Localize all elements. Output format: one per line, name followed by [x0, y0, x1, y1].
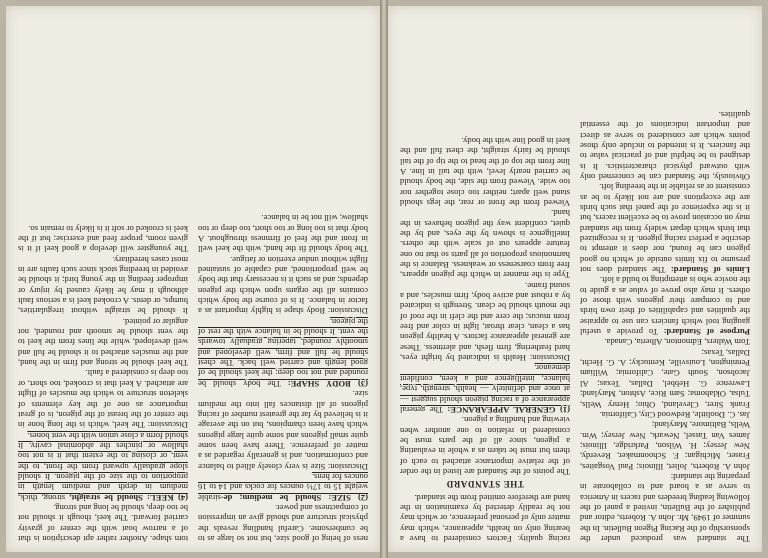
paragraph-discussion-body: Discussion: Body shape is highly important as a factor in balance. It is of course the body which contains all the organs upon which the pigeon depends; and as such it is necessary that the body be well proportioned, and capable of sustained flight without undue exertion or fatigue.	[198, 254, 368, 317]
paragraph-purpose	[580, 275, 750, 337]
left-page-column-2	[400, 12, 570, 544]
paragraph-obviously: Obviously, the Standard can be concerned only with outward physical characteristics. It is designed to be helpful and of practical value to the fanciers. It is intended to include only those points which are considered to serve as direct and important indications of the essential qualities.	[580, 109, 750, 182]
paragraph-size-intro: ness of being of good size, but not so large as to be cumbersome. Careful handling reveals the physical structure and should give an impression of compactness and power.	[198, 502, 368, 544]
right-page-column-2	[18, 12, 188, 544]
body-shape-label: (3) BODY SHAPE:	[287, 378, 368, 389]
paragraph-youngster: The youngster will develop a good keel if it is given room, proper feed and exercise; but if the keel is crooked or soft it is likely to remain so.	[18, 223, 188, 255]
paragraph-panel-members-cont: Jas. C. Doolittle, Redwood City, California.	[599, 409, 750, 420]
keel-label: (4) KEEL: Should be straight,	[69, 492, 188, 503]
paragraph-viewed: Viewed from the front or rear, the legs should stand well apart; neither too close together nor too wide. Viewed from the side, the body should be carried nearly level, with the tail in line. A line from the top of the head to the tip of the tail should be fairly straight, the chest full and the keel in good line with the body.	[400, 135, 570, 208]
paragraph-type-balance: Type is the manner in which the pigeon appears, free from coarseness or weakness. Balance is the harmonious proportion of all parts so that no one feature appears out of scale with the others. Intelligence is shown by the eyes, and by the quiet, confident way the pigeon behaves in the hand.	[400, 208, 570, 281]
left-page	[388, 6, 762, 552]
paragraph-panel-members-3: Tom Walters, Edmonton, Alberta, Canada.	[604, 337, 750, 348]
paragraph-discussion-health: Discussion: Health is indicated by bright eyes, hard feathering, firm flesh, and alertness. These are general appearance factors. A healthy pigeon has a clean, clear throat, light in color and free from mucus; the cere and the cleft in the roof of the mouth should be clean. Strength is indicated by a robust and active body, firm muscles, and a sound frame.	[400, 280, 570, 364]
paragraph-intro: The standard was produced under the sponsorship of the Racing Pigeon Bulletin. In the summer of 1949, Mr. John A. Roberts, editor and publisher of the Bulletin, invited a panel of the following leading breeders and racers in America to serve as a board and to collaborate in preparing the standard:	[580, 471, 750, 544]
size-text: sirable weight 15 to 17½ ounces for cocks and 14 to 16 ounces for hens.	[198, 471, 368, 503]
limits-label: Limits of Standard:	[670, 265, 750, 276]
book-gutter	[380, 0, 388, 558]
paragraph-size	[198, 472, 368, 503]
paragraph-general-appearance	[400, 363, 570, 415]
paragraph-panel-members: John A. Roberts, Joliet, Illinois; Paul Vosgaites, Fraser, Michigan; F. Schoonmaker, Reverdy, New Jersey; H. Wilson, Parkridge, Illinois; James Van Tassel, Newark, New Jersey; Wm. Wells, Baltimore, Maryland;	[580, 420, 750, 472]
paragraph-discussion-keel: Discussion: The keel, which is the long bone in the center of the breast of the pigeon, is of great importance as one of the key elements of skeleton structure to which the muscles of flight are attached. A keel that is crooked, too short, or too deep is considered a fault.	[18, 368, 188, 431]
keel-text: strong, thick, medium in depth and medium length in proportion to the size of the pigeon. It should slope gradually upward from the front, to the vent, or closing to the extent that it is not too shallow or pinches the abdominal cavity. It should form a close union with the vent bones.	[18, 430, 188, 503]
paragraph-keel-firm: The keel should be strong and firm in the hand, and the muscles attached to it should be full and well developed, while the lines from the keel to the vent should be smooth and rounded, not angular or pointed.	[18, 316, 188, 369]
paragraph-body-shape	[198, 316, 368, 388]
paragraph-body-fit: The body should fit the hand, with the keel well in front and the feel of firmness throughout. A body that is too long or too short, too deep or too shallow, will not be in balance.	[198, 213, 368, 255]
body-shape-text: The body should be rounded and not too deep; the keel should be of good length and carried well back. The chest should be full and firm, well developed and smoothly rounded, tapering gradually towards the vent. It should be in balance with the rest of the pigeon.	[198, 316, 368, 389]
paragraph-panel-members-2: Frank Sirer, Cleveland, Ohio; Henry Wells, Tulsa, Oklahoma; Sam Rice, Ashton, Maryland; Lawrence G. Hebbel, Dallas, Texas; Al Jacobson, South Gate, California; William Pennington, Louisville, Kentucky; A. G. Hecht, Dallas, Texas;	[580, 347, 750, 410]
limits-text: The standard does not presume to fix limits outside of which no good pigeon can be found, nor does it attempt to describe a perfect racing pigeon. It is recognized that birds which depart widely from the standard may on occasion prove to be excellent racers, but it is the experience of the panel that such birds are the exceptions and are not likely to be as consistent or as reliable in the breeding loft.	[580, 182, 750, 276]
paragraph-keel-straight: It should be straight without irregularities, bumps, or dents. A crooked keel is a serious fault although it may be likely caused by injury or improper feeding in the young bird; it should be avoided in breeding stock since such faults are in most cases hereditary.	[18, 254, 188, 317]
paragraph-keel	[18, 430, 188, 502]
paragraph-tom-shape: tom shape. Another rather apt description is that of a narrow boat with the center of gravity carried forward. The keel, though it should not be too deep, should be long and strong.	[18, 502, 188, 544]
right-page-column-1	[198, 12, 368, 544]
right-page	[6, 6, 380, 552]
paragraph-points: The points of the Standard are listed in the order of the relative importance attached to each of them but must be taken as a whole in evaluating a pigeon, since all of the parts must be considered in relation to one another when viewing and handling a pigeon.	[400, 415, 570, 477]
general-appearance-label: (1) GENERAL APPEARANCE:	[447, 404, 570, 415]
paragraph-discussion-size: Discussion: Size is very closely allied to balance and conformation, and is generally regarded as a matter of preference. There have been some quite small pigeons and some quite large pigeons which have been champions, but on the average it is believed by far the greatest number of racing pigeons of all distances fall into the medium size.	[198, 389, 368, 472]
section-heading-the-standard: THE STANDARD	[446, 479, 524, 490]
paragraph-racing-quality: racing quality. Factors considered to have a bearing only on health, appearance, which may matter only of personal preference, or which may not be readily detected by examination in the hand are therefore omitted from the standard.	[400, 492, 570, 544]
purpose-text: To provide a useful gauging tool which fanciers can use to appraise the qualities and capabilities of their own birds and to compare their pigeons with those of others. It may also prove of value as a guide to the novice who is attempting to build a loft.	[580, 275, 750, 338]
size-label: (2) SIZE: Should be medium; de-	[220, 492, 368, 503]
left-page-column-1	[580, 12, 750, 544]
general-appearance-text: The general appearance of a racing pigeon should suggest — at once and definitely — health, strength, type, balance, intelligence and a keen, confident demeanor.	[400, 363, 570, 415]
purpose-label: Purpose of Standard:	[663, 327, 750, 338]
paragraph-limits	[580, 182, 750, 275]
